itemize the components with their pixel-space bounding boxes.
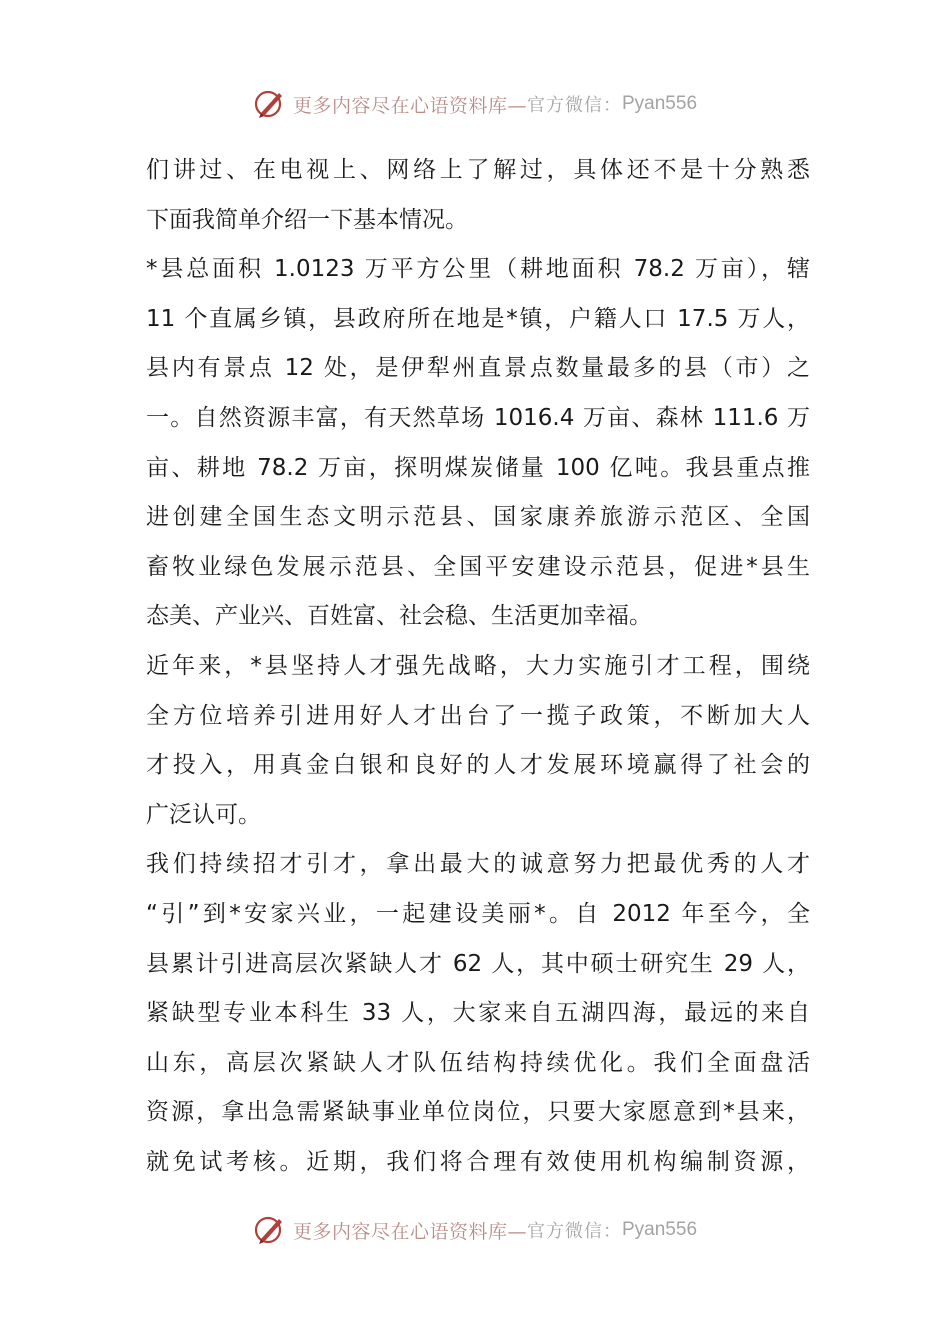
footer-banner xyxy=(0,1210,950,1250)
text-line: *县总面积 1.0123 万平方公里（耕地面积 78.2 万亩），辖 xyxy=(146,256,810,283)
text-line: 资源，拿出急需紧缺事业单位岗位，只要大家愿意到*县来， xyxy=(146,1099,810,1126)
text-line: 紧缺型专业本科生 33 人，大家来自五湖四海，最远的来自 xyxy=(146,1000,810,1027)
text-line: 全方位培养引进用好人才出台了一揽子政策，不断加大人 xyxy=(146,702,810,729)
text-line: 亩、耕地 78.2 万亩，探明煤炭储量 100 亿吨。我县重点推 xyxy=(146,454,810,481)
header-slogan: 更多内容尽在心语资料库— xyxy=(292,94,527,117)
text-line: 就免试考核。近期，我们将合理有效使用机构编制资源， xyxy=(146,1148,810,1175)
text-line: 11 个直属乡镇，县政府所在地是*镇，户籍人口 17.5 万人， xyxy=(146,305,810,332)
footer-slogan: 更多内容尽在心语资料库— xyxy=(292,1220,527,1243)
text-line: 进创建全国生态文明示范县、国家康养旅游示范区、全国 xyxy=(146,504,810,531)
text-line: 一。自然资源丰富，有天然草场 1016.4 万亩、森林 111.6 万 xyxy=(146,404,810,431)
pen-logo-icon xyxy=(253,87,287,121)
text-line: 县内有景点 12 处，是伊犁州直景点数量最多的县（市）之 xyxy=(146,355,810,382)
text-line: 广泛认可。 xyxy=(146,801,261,828)
footer-wechat-id: Pyan556 xyxy=(622,1219,698,1240)
text-line: 们讲过、在电视上、网络上了解过，具体还不是十分熟悉 xyxy=(146,157,810,183)
header-banner xyxy=(0,84,950,124)
text-line: “引”到*安家兴业，一起建设美丽*。自 2012 年至今，全 xyxy=(146,900,810,927)
document-body xyxy=(146,146,810,1187)
text-line: 近年来，*县坚持人才强先战略，大力实施引才工程，围绕 xyxy=(146,652,810,679)
text-line: 才投入，用真金白银和良好的人才发展环境赢得了社会的 xyxy=(146,752,810,779)
text-line: 下面我简单介绍一下基本情况。 xyxy=(146,206,468,233)
text-line: 畜牧业绿色发展示范县、全国平安建设示范县，促进*县生 xyxy=(146,553,810,580)
text-line: 态美、产业兴、百姓富、社会稳、生活更加幸福。 xyxy=(146,603,652,630)
text-line: 县累计引进高层次紧缺人才 62 人，其中硕士研究生 29 人， xyxy=(146,950,810,977)
pen-logo-icon xyxy=(253,1213,287,1247)
text-line: 山东，高层次紧缺人才队伍结构持续优化。我们全面盘活 xyxy=(146,1049,810,1076)
header-wechat-id: Pyan556 xyxy=(622,93,698,114)
text-line: 我们持续招才引才，拿出最大的诚意努力把最优秀的人才 xyxy=(146,851,810,878)
footer-wechat-label: 官方微信： xyxy=(527,1221,622,1242)
header-wechat-label: 官方微信： xyxy=(527,95,622,116)
